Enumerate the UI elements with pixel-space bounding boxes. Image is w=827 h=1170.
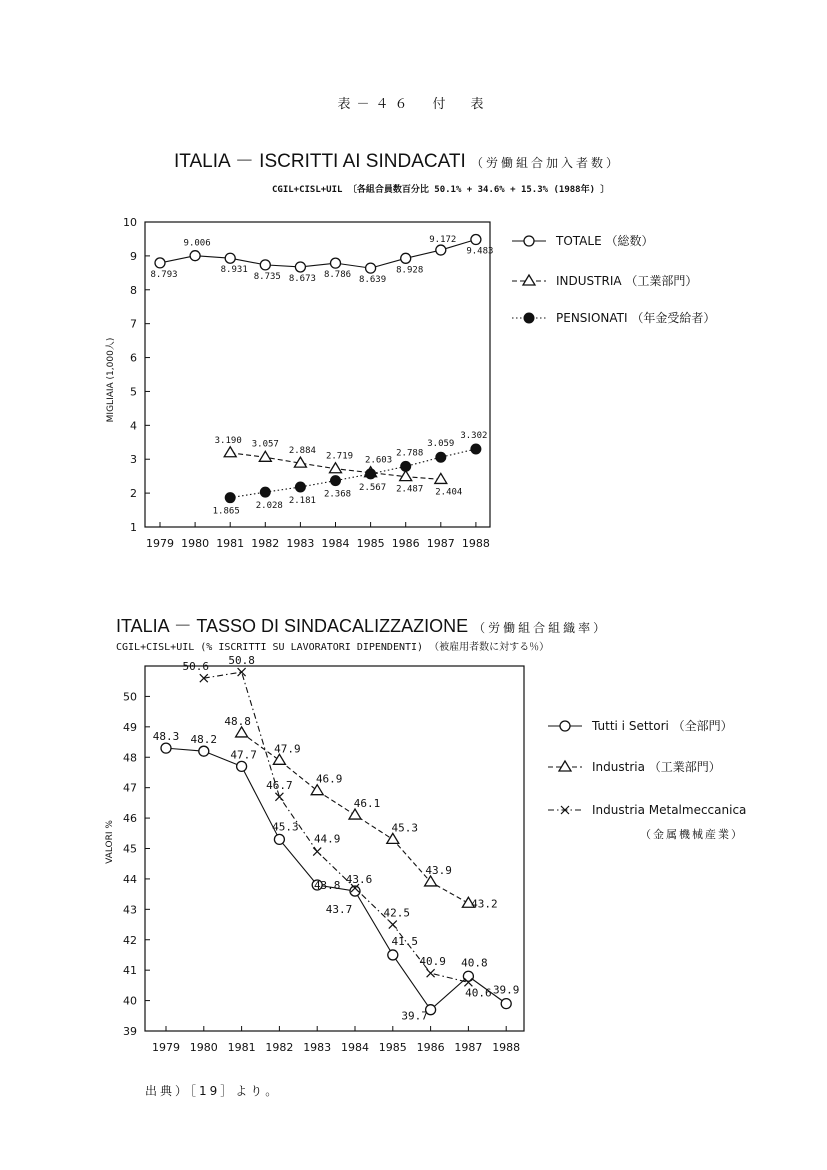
chart1-ytick-label: 9 bbox=[130, 249, 137, 263]
chart2-subtitle: CGIL+CISL+UIL (% ISCRITTI SU LAVORATORI DIPENDENTI) （被雇用者数に対する％） bbox=[116, 642, 550, 653]
chart2-ytick-label: 39 bbox=[123, 1025, 137, 1038]
chart2-xtick-label: 1979 bbox=[152, 1041, 180, 1054]
chart2-data-label: 44.9 bbox=[313, 832, 341, 846]
chart2-xtick-label: 1988 bbox=[492, 1041, 521, 1054]
chart2-data-label: 40.8 bbox=[461, 956, 488, 970]
chart2-ytick-label: 42 bbox=[123, 933, 137, 947]
chart1-subtitle: CGIL+CISL+UIL 〔各組合員数百分比 50.1% + 34.6% + 15.3% (1988年) 〕 bbox=[272, 185, 610, 195]
chart2-point bbox=[387, 833, 399, 843]
chart2-title-jp: （労働組合組織率） bbox=[473, 621, 609, 635]
chart1-data-label: 8.673 bbox=[288, 273, 316, 284]
chart1-data-label: 8.928 bbox=[396, 265, 424, 276]
chart2-xtick-label: 1981 bbox=[227, 1041, 256, 1054]
chart2-point bbox=[388, 950, 398, 960]
chart2-point bbox=[274, 834, 284, 844]
chart1-xtick-label: 1988 bbox=[461, 537, 490, 550]
chart2-xtick-label: 1986 bbox=[416, 1041, 445, 1054]
chart1-xtick-label: 1982 bbox=[251, 537, 280, 550]
chart2-point bbox=[273, 754, 285, 764]
chart1-xtick-label: 1983 bbox=[286, 537, 315, 550]
chart2-legend-label: Tutti i Settori （全部門） bbox=[592, 719, 733, 733]
chart1-xtick-label: 1986 bbox=[391, 537, 420, 550]
chart1-data-label: 2.567 bbox=[359, 482, 387, 493]
chart2-data-label: 47.9 bbox=[274, 742, 301, 756]
chart1-data-label: 1.865 bbox=[212, 506, 240, 517]
chart1-data-label: 9.006 bbox=[183, 238, 211, 249]
chart1-data-label: 2.603 bbox=[365, 455, 393, 466]
chart2-legend-marker bbox=[560, 721, 570, 731]
chart1-legend-label: PENSIONATI （年金受給者） bbox=[556, 311, 716, 325]
chart1-data-label: 9.172 bbox=[429, 235, 457, 246]
chart2-point bbox=[311, 785, 323, 795]
chart1-data-label: 2.181 bbox=[288, 495, 316, 506]
chart1-data-label: 8.786 bbox=[323, 270, 352, 281]
chart2-point bbox=[389, 921, 397, 929]
chart2-data-label: 50.6 bbox=[182, 660, 210, 674]
chart2-data-label: 46.9 bbox=[315, 772, 343, 786]
chart2-point bbox=[236, 727, 248, 737]
chart2-data-label: 43.7 bbox=[325, 903, 353, 917]
chart1-data-label: 2.719 bbox=[325, 451, 354, 462]
chart2-data-label: 46.7 bbox=[266, 778, 293, 792]
chart1-data-label: 3.057 bbox=[251, 439, 279, 450]
chart1-ytick-label: 5 bbox=[130, 385, 137, 399]
footer-source-note: 出典）［19］より。 bbox=[145, 1084, 281, 1098]
chart2-ytick-label: 48 bbox=[123, 751, 137, 765]
chart1-title-text: ITALIA － ISCRITTI AI SINDACATI bbox=[174, 151, 466, 172]
chart2-data-label: 45.3 bbox=[272, 820, 299, 834]
chart2-point bbox=[501, 999, 511, 1009]
chart2-legend-marker bbox=[559, 761, 571, 771]
chart2-data-label: 43.8 bbox=[313, 879, 341, 892]
chart1-data-label: 8.639 bbox=[359, 275, 387, 286]
chart2-data-label: 39.9 bbox=[492, 983, 520, 997]
chart2-ytick-label: 46 bbox=[123, 812, 137, 826]
chart1-ytick-label: 4 bbox=[130, 419, 137, 433]
chart2-data-label: 43.6 bbox=[345, 873, 373, 887]
chart2-ytick-label: 45 bbox=[123, 842, 137, 856]
chart1-xtick-label: 1981 bbox=[216, 537, 245, 550]
chart1-xtick-label: 1985 bbox=[356, 537, 385, 550]
chart2-point bbox=[238, 668, 246, 676]
chart1-data-label: 9.483 bbox=[466, 246, 494, 257]
chart1-legend-label: INDUSTRIA （工業部門） bbox=[556, 274, 698, 288]
chart1-ytick-label: 1 bbox=[130, 521, 137, 534]
chart2-data-label: 45.3 bbox=[391, 821, 419, 835]
chart2-ytick-label: 50 bbox=[123, 690, 137, 704]
chart2-xtick-label: 1984 bbox=[341, 1041, 369, 1054]
chart2-point bbox=[349, 809, 361, 819]
chart1-xtick-label: 1980 bbox=[181, 537, 210, 550]
chart1-data-label: 2.404 bbox=[435, 487, 463, 498]
chart2-ytick-label: 43 bbox=[123, 903, 137, 917]
chart1-title-jp: （労働組合加入者数） bbox=[471, 156, 622, 170]
chart1-legend-label: TOTALE （総数） bbox=[556, 234, 654, 248]
chart1-data-label: 2.487 bbox=[396, 484, 424, 495]
chart2-ytick-label: 40 bbox=[123, 994, 137, 1008]
chart1-data-label: 3.059 bbox=[427, 439, 455, 450]
chart2-data-label: 43.9 bbox=[425, 863, 452, 877]
chart2-data-label: 39.7 bbox=[401, 1009, 428, 1023]
chart2-ytick-label: 49 bbox=[123, 720, 137, 734]
chart1-data-label: 2.884 bbox=[288, 446, 316, 457]
chart2-point bbox=[161, 743, 171, 753]
chart2-point bbox=[275, 793, 283, 801]
chart2-legend-label: Industria Metalmeccanica bbox=[592, 803, 747, 817]
chart2-ytick-label: 41 bbox=[123, 964, 137, 978]
chart2-title-text: ITALIA － TASSO DI SINDACALIZZAZIONE bbox=[116, 616, 469, 636]
chart1-ytick-label: 10 bbox=[123, 216, 137, 229]
chart1-ylabel: MIGLIAIA (1,000人) bbox=[106, 337, 116, 423]
page-header: 表－４６ 付 表 bbox=[337, 97, 490, 112]
chart2-point bbox=[427, 969, 435, 977]
chart1-data-label: 2.788 bbox=[396, 448, 424, 459]
chart1-data-label: 8.735 bbox=[253, 271, 281, 282]
chart1-data-label: 8.793 bbox=[150, 269, 178, 280]
chart2-data-label: 48.8 bbox=[224, 714, 251, 728]
chart2-data-label: 48.3 bbox=[152, 730, 180, 744]
chart2-legend-sublabel: （金属機械産業） bbox=[640, 828, 744, 841]
chart2-data-label: 48.2 bbox=[190, 733, 218, 747]
chart2-data-label: 46.1 bbox=[353, 797, 381, 811]
chart1-data-label: 8.931 bbox=[220, 265, 248, 276]
chart1-xtick-label: 1984 bbox=[321, 537, 350, 550]
chart2-legend-label: Industria （工業部門） bbox=[592, 760, 721, 774]
chart2-data-label: 42.5 bbox=[383, 906, 411, 920]
chart2-data-label: 40.9 bbox=[419, 955, 446, 969]
chart2-ytick-label: 44 bbox=[123, 872, 137, 886]
chart2-data-label: 40.6 bbox=[465, 986, 492, 1000]
chart1-ytick-label: 2 bbox=[130, 487, 137, 501]
chart2-point bbox=[199, 746, 209, 756]
chart1-ytick-label: 7 bbox=[130, 317, 137, 331]
chart2-ylabel: VALORI % bbox=[105, 820, 115, 864]
chart1-data-label: 3.302 bbox=[460, 430, 488, 441]
chart2-point bbox=[313, 848, 321, 856]
chart1-data-label: 2.028 bbox=[255, 501, 283, 512]
chart2-xtick-label: 1980 bbox=[189, 1041, 218, 1054]
chart2-data-label: 41.5 bbox=[391, 934, 419, 948]
chart2-xtick-label: 1985 bbox=[378, 1041, 407, 1054]
chart2-point bbox=[237, 761, 247, 771]
chart2-point bbox=[463, 971, 473, 981]
chart2-data-label: 47.7 bbox=[230, 748, 257, 762]
chart2-xtick-label: 1982 bbox=[265, 1041, 294, 1054]
chart1-xtick-label: 1987 bbox=[426, 537, 455, 550]
chart1-data-label: 3.190 bbox=[214, 435, 242, 446]
chart2-ytick-label: 47 bbox=[123, 781, 137, 795]
chart2-xtick-label: 1987 bbox=[454, 1041, 483, 1054]
chart1-ytick-label: 6 bbox=[130, 351, 137, 365]
chart2-data-label: 50.8 bbox=[228, 654, 255, 668]
chart1-ytick-label: 8 bbox=[130, 283, 137, 297]
chart1-data-label: 2.368 bbox=[323, 489, 352, 500]
chart1-xtick-label: 1979 bbox=[146, 537, 174, 550]
chart2-xtick-label: 1983 bbox=[303, 1041, 332, 1054]
chart1-ytick-label: 3 bbox=[130, 453, 137, 467]
chart2-data-label: 43.2 bbox=[471, 897, 498, 911]
